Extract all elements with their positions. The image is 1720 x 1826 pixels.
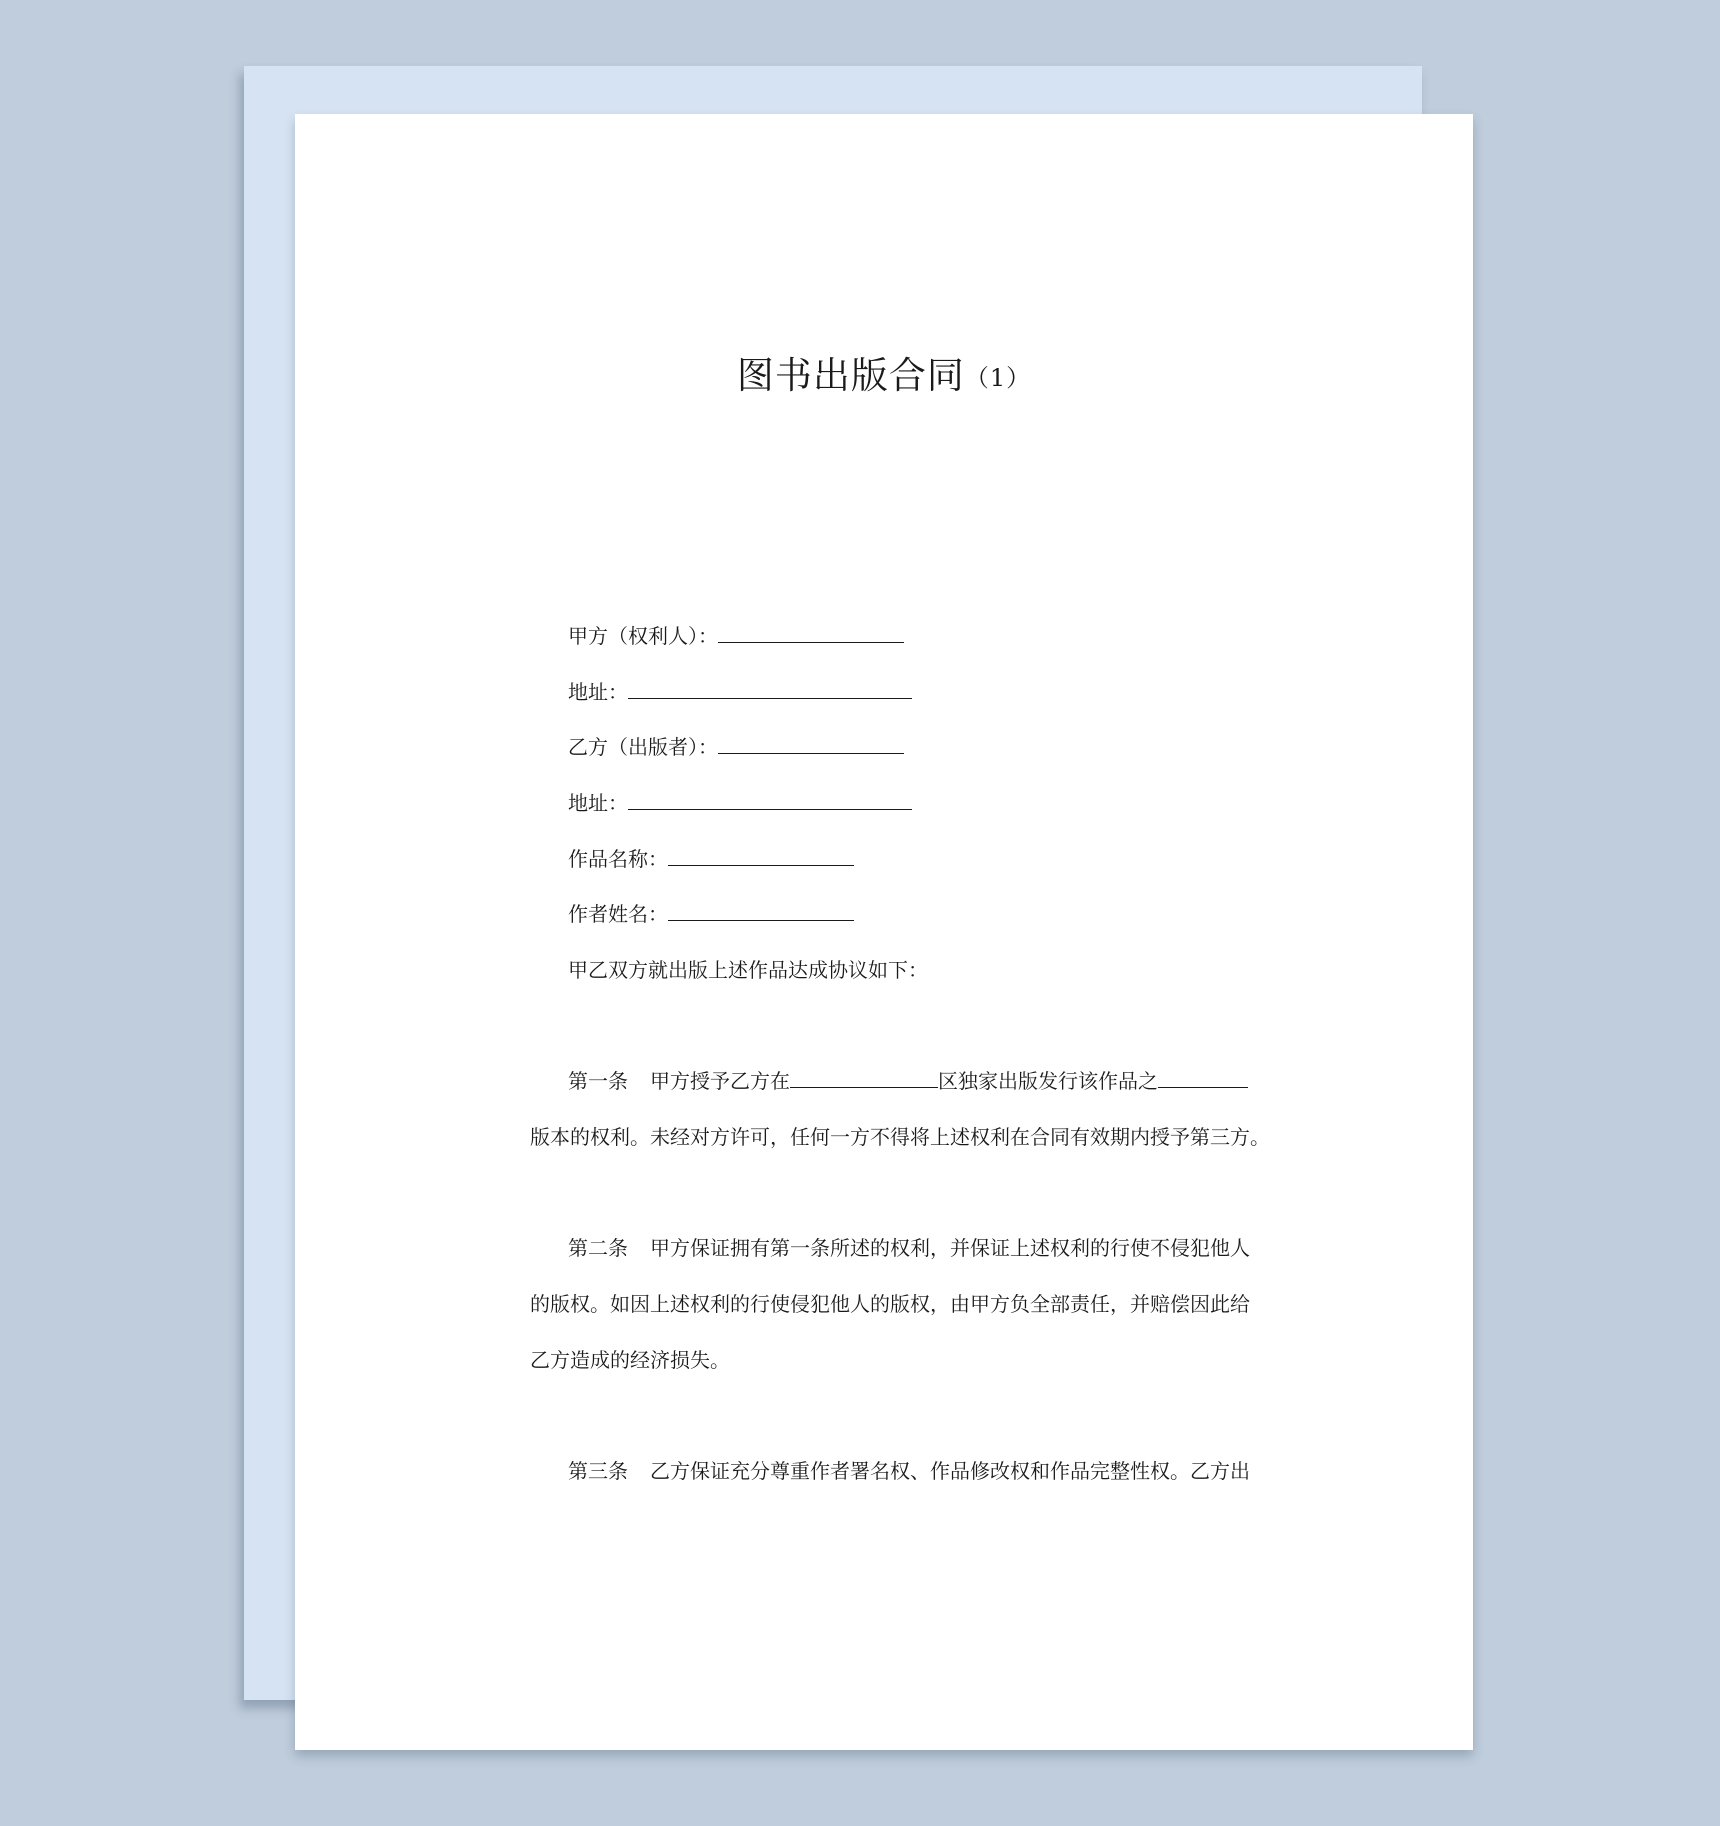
party-a-address-field <box>568 678 912 706</box>
party-b-blank[interactable] <box>718 733 904 754</box>
party-a-label: 甲方（权利人）： <box>568 624 718 648</box>
article-1-region-blank[interactable] <box>790 1067 938 1088</box>
article-2-line-2: 的版权。如因上述权利的行使侵犯他人的版权，由甲方负全部责任，并赔偿因此给 <box>530 1292 1250 1316</box>
author-name-label: 作者姓名： <box>568 902 668 926</box>
article-3-line-1 <box>568 1457 1250 1485</box>
article-2-line-1 <box>568 1234 1250 1262</box>
party-a-address-blank[interactable] <box>628 678 912 699</box>
author-name-blank[interactable] <box>668 900 854 921</box>
party-b-address-label: 地址： <box>568 791 628 815</box>
work-title-field <box>568 845 854 873</box>
party-b-label: 乙方（出版者）： <box>568 735 718 759</box>
article-1-text-b: 区独家出版发行该作品之 <box>938 1069 1158 1093</box>
title-suffix: （1） <box>964 364 1032 392</box>
article-2-line-3: 乙方造成的经济损失。 <box>530 1348 730 1372</box>
document-page <box>295 114 1473 1750</box>
work-title-blank[interactable] <box>668 845 854 866</box>
party-a-field <box>568 622 904 650</box>
article-1-text-a: 甲方授予乙方在 <box>650 1069 790 1093</box>
document-title <box>295 354 1473 398</box>
article-3-text-1: 乙方保证充分尊重作者署名权、作品修改权和作品完整性权。乙方出 <box>650 1459 1250 1483</box>
party-a-address-label: 地址： <box>568 680 628 704</box>
title-text: 图书出版合同 <box>736 354 965 397</box>
party-b-address-field <box>568 789 912 817</box>
article-1-heading: 第一条 <box>568 1069 628 1093</box>
article-2-heading: 第二条 <box>568 1236 628 1260</box>
party-b-address-blank[interactable] <box>628 789 912 810</box>
party-b-field <box>568 733 904 761</box>
author-name-field <box>568 900 854 928</box>
article-3-heading: 第三条 <box>568 1459 628 1483</box>
party-a-blank[interactable] <box>718 622 904 643</box>
preamble-text: 甲乙双方就出版上述作品达成协议如下： <box>568 958 928 982</box>
article-2-text-1: 甲方保证拥有第一条所述的权利，并保证上述权利的行使不侵犯他人 <box>650 1236 1250 1260</box>
work-title-label: 作品名称： <box>568 847 668 871</box>
article-1-line-2: 版本的权利。未经对方许可，任何一方不得将上述权利在合同有效期内授予第三方。 <box>530 1125 1270 1149</box>
article-1-line-1 <box>568 1067 1248 1095</box>
article-1-edition-blank[interactable] <box>1158 1067 1248 1088</box>
